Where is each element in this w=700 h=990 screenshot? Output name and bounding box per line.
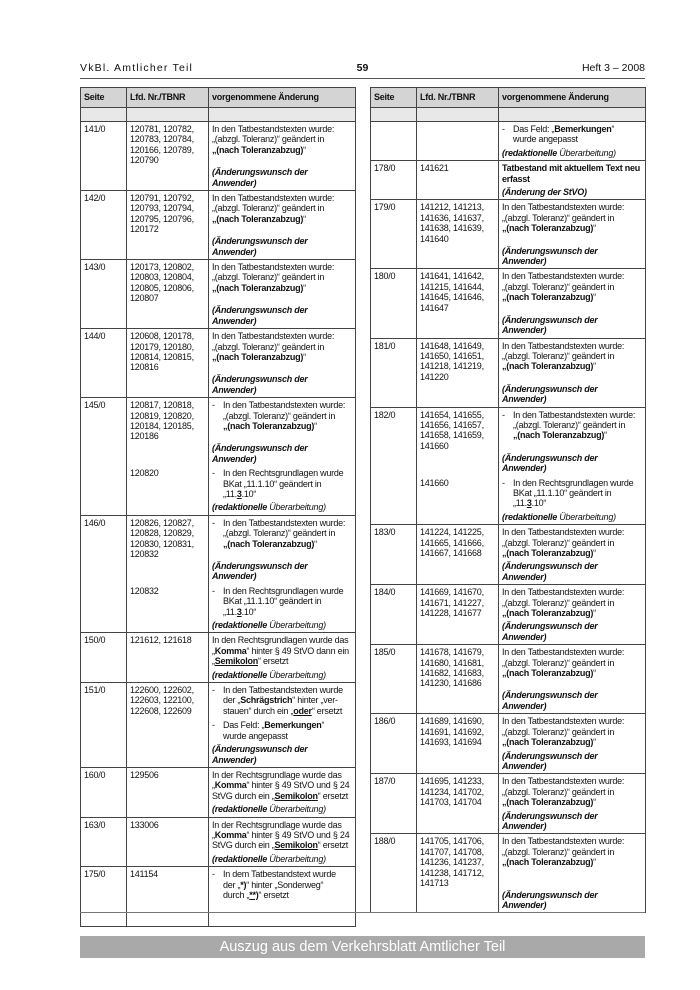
col-header-seite: Seite	[371, 88, 417, 108]
tol-change: In den Tatbestandstexten wurde: „(abzgl. Toleranz)“ geändert in „(nach Toleranzabzug)“	[502, 836, 625, 868]
table-row	[81, 867, 356, 927]
col-header-aenderung: vorgenommene Änderung	[499, 88, 646, 108]
cell-seite: 183/0	[371, 525, 417, 585]
page-number: 59	[356, 62, 369, 74]
cell-seite: 163/0	[81, 817, 127, 867]
reason: (Änderungswunsch der Anwender)	[212, 167, 308, 188]
cell-seite: 144/0	[81, 329, 127, 398]
cell-change	[209, 867, 356, 927]
table-row	[81, 633, 356, 683]
table-row	[81, 191, 356, 260]
cell-change	[209, 683, 356, 768]
cell-nr: 141654, 141655, 141656, 141657, 141658, 141659, 141660	[417, 407, 499, 476]
spacer-row	[81, 108, 356, 122]
reason: (Änderungswunsch der Anwender)	[212, 236, 308, 257]
table-row	[371, 200, 646, 269]
cell-seite-cont	[81, 584, 127, 633]
cell-seite: 178/0	[371, 161, 417, 200]
table-row	[371, 122, 646, 161]
table-row	[371, 269, 646, 338]
cell-nr: 141621	[417, 161, 499, 200]
cell-change	[499, 525, 646, 585]
col-header-nr: Lfd. Nr./TBNR	[417, 88, 499, 108]
cell-seite: 151/0	[81, 683, 127, 768]
col-header-nr: Lfd. Nr./TBNR	[127, 88, 209, 108]
cell-nr: 122600, 122602, 122603, 122100, 122608, 122609	[127, 683, 209, 768]
cell-seite: 141/0	[81, 122, 127, 191]
cell-nr: 141641, 141642, 141215, 141644, 141645, 141646, 141647	[417, 269, 499, 338]
reason: (Änderungswunsch der Anwender)	[502, 383, 598, 405]
reason: (redaktionelle Überarbeitung)	[212, 502, 326, 513]
reason: (Änderungswunsch der Anwender)	[212, 305, 308, 326]
bullet-item: - In den Rechtsgrundlagen wurde BKat „11.1.10“ geändert in „11.3.10“	[502, 477, 634, 509]
table-header-row	[371, 88, 646, 108]
table-row	[81, 683, 356, 768]
cell-change	[209, 817, 356, 867]
journal-name: VkBl. Amtlicher Teil	[80, 62, 194, 74]
reason: (Änderungswunsch der Anwender)	[502, 690, 598, 711]
table-row	[81, 515, 356, 584]
reason: (redaktionelle Überarbeitung)	[502, 147, 616, 158]
reason: (Änderungswunsch der Anwender)	[502, 621, 598, 642]
komma-change: In der Rechtsgrundlage wurde das „Komma“ hinter § 49 StVO und § 24 StVG durch ein „Semikolon“ ersetzt	[212, 769, 350, 801]
table-row	[371, 834, 646, 913]
reason: (Änderungswunsch der Anwender)	[502, 889, 598, 910]
cell-seite: 188/0	[371, 834, 417, 913]
reason: (redaktionelle Überarbeitung)	[502, 511, 616, 522]
cell-change	[499, 338, 646, 407]
komma-change: In der Rechtsgrundlage wurde das „Komma“ hinter § 49 StVO und § 24 StVG durch ein „Semikolon“ ersetzt	[212, 819, 350, 851]
tol-change: In den Tatbestandstexten wurde: „(abzgl. Toleranz)“ geändert in „(nach Toleranzabzug)“	[502, 271, 625, 303]
cell-change	[499, 200, 646, 269]
tol-change: In den Tatbestandstexten wurde: „(abzgl. Toleranz)“ geändert in „(nach Toleranzabzug)“	[502, 716, 625, 748]
reason: (redaktionelle Überarbeitung)	[212, 804, 326, 815]
table-row	[81, 260, 356, 329]
changes-table-left	[80, 87, 356, 927]
bullet-item: - Das Feld: „Bemerkungen“ wurde angepasst	[502, 124, 615, 145]
cell-change	[209, 329, 356, 398]
reason: (Änderungswunsch der Anwender)	[212, 443, 308, 464]
cell-seite: 142/0	[81, 191, 127, 260]
tol-change: In den Tatbestandstexten wurde: „(abzgl. Toleranz)“ geändert in „(nach Toleranzabzug)“	[502, 776, 625, 808]
cell-change	[209, 260, 356, 329]
table-row	[371, 161, 646, 200]
col-header-aenderung: vorgenommene Änderung	[209, 88, 356, 108]
reason: (Änderungswunsch der Anwender)	[212, 744, 308, 765]
cell-nr: 129506	[127, 767, 209, 817]
reason: (redaktionelle Überarbeitung)	[212, 669, 326, 680]
cell-nr: 141154	[127, 867, 209, 927]
cell-nr: 141224, 141225, 141665, 141666, 141667, 141668	[417, 525, 499, 585]
tol-change: In den Tatbestandstexten wurde: „(abzgl. Toleranz)“ geändert in „(nach Toleranzabzug)“	[502, 202, 625, 234]
table-row	[81, 767, 356, 817]
changes-table-right	[370, 87, 646, 913]
cell-seite: 180/0	[371, 269, 417, 338]
reason: (Änderungswunsch der Anwender)	[502, 314, 598, 336]
cell-change	[499, 122, 646, 161]
cell-nr: 133006	[127, 817, 209, 867]
cell-seite: 181/0	[371, 338, 417, 407]
reason: (Änderungswunsch der Anwender)	[502, 810, 598, 831]
bullet-item: - In den Tatbestandstexten wurde: „(abzgl. Toleranz)“ geändert in „(nach Toleranzabzug)“	[212, 517, 346, 549]
table-row	[371, 645, 646, 714]
cell-nr: 141660	[417, 476, 499, 525]
cell-nr: 141695, 141233, 141234, 141702, 141703, 141704	[417, 774, 499, 834]
cell-nr: 141648, 141649, 141650, 141651, 141218, 141219, 141220	[417, 338, 499, 407]
bullet-item: - In dem Tatbestandstext wurde der „*)“ hinter „Sonderweg“ durch „**)“ ersetzt	[212, 869, 336, 900]
cell-change	[499, 834, 646, 913]
reason: (redaktionelle Überarbeitung)	[212, 853, 326, 864]
cell-seite: 184/0	[371, 585, 417, 645]
tol-change: In den Tatbestandstexten wurde: „(abzgl. Toleranz)“ geändert in „(nach Toleranzabzug)“	[502, 647, 625, 679]
cell-nr: 141669, 141670, 141671, 141227, 141228, 141677	[417, 585, 499, 645]
table-row	[371, 338, 646, 407]
komma-change: In den Rechtsgrundlagen wurde das „Komma“ hinter § 49 StVO dann ein „Semikolon“ ersetzt	[212, 635, 349, 667]
cell-nr: 120817, 120818, 120819, 120820, 120184, 120185, 120186	[127, 398, 209, 467]
cell-nr: 120791, 120792, 120793, 120794, 120795, 120796, 120172	[127, 191, 209, 260]
reason: (Änderung der StVO)	[502, 187, 587, 198]
cell-seite: 160/0	[81, 767, 127, 817]
cell-change	[209, 633, 356, 683]
table-row	[371, 476, 646, 525]
tol-change: In den Tatbestandstexten wurde: „(abzgl. Toleranz)“ geändert in „(nach Toleranzabzug)“	[212, 193, 335, 224]
cell-change	[209, 122, 356, 191]
bullet-item: - In den Rechtsgrundlagen wurde BKat „11.1.10“ geändert in „11.3.10“	[212, 585, 344, 617]
cell-seite: 175/0	[81, 867, 127, 927]
table-row	[81, 817, 356, 867]
spacer-row	[371, 108, 646, 122]
cell-nr: 120608, 120178, 120179, 120180, 120814, 120815, 120816	[127, 329, 209, 398]
tol-change: In den Tatbestandstexten wurde: „(abzgl. Toleranz)“ geändert in „(nach Toleranzabzug)“	[502, 587, 625, 619]
cell-nr: 120173, 120802, 120803, 120804, 120805, 120806, 120807	[127, 260, 209, 329]
cell-nr: 121612, 121618	[127, 633, 209, 683]
bullet-item: - In den Tatbestandstexten wurde: „(abzgl. Toleranz)“ geändert in „(nach Toleranzabzug)“	[212, 400, 346, 431]
cell-seite: 186/0	[371, 714, 417, 774]
table-row	[81, 584, 356, 633]
new-entry-title: Tatbestand mit aktuellem Text neu erfasst	[502, 163, 640, 184]
cell-nr: 120832	[127, 584, 209, 633]
bottom-rule	[80, 912, 645, 913]
table-row	[371, 407, 646, 476]
cell-change	[209, 515, 356, 584]
cell-seite: 143/0	[81, 260, 127, 329]
cell-seite-cont	[371, 122, 417, 161]
cell-nr: 120781, 120782, 120783, 120784, 120166, 120789, 120790	[127, 122, 209, 191]
reason: (redaktionelle Überarbeitung)	[212, 620, 326, 631]
cell-seite: 150/0	[81, 633, 127, 683]
cell-change	[209, 466, 356, 515]
cell-seite: 146/0	[81, 515, 127, 584]
cell-seite: 179/0	[371, 200, 417, 269]
cell-seite-cont	[371, 476, 417, 525]
table-row	[371, 714, 646, 774]
table-row	[371, 525, 646, 585]
table-row	[371, 585, 646, 645]
cell-change	[499, 269, 646, 338]
reason: (Änderungswunsch der Anwender)	[502, 452, 598, 474]
bullet-item: - In den Tatbestandstexten wurde der „Schrägstrich“ hinter „ver- stauen“ durch ein „oder“ ersetzt	[212, 685, 343, 716]
cell-nr-cont	[417, 122, 499, 161]
cell-nr: 141678, 141679, 141680, 141681, 141682, 141683, 141230, 141686	[417, 645, 499, 714]
cell-change	[499, 407, 646, 476]
cell-seite-cont	[81, 466, 127, 515]
cell-nr: 120826, 120827, 120828, 120829, 120830, 120831, 120832	[127, 515, 209, 584]
footer-banner: Auszug aus dem Verkehrsblatt Amtlicher Teil	[80, 936, 645, 958]
tol-change: In den Tatbestandstexten wurde: „(abzgl. Toleranz)“ geändert in „(nach Toleranzabzug)“	[212, 262, 335, 293]
cell-change	[209, 398, 356, 467]
reason: (Änderungswunsch der Anwender)	[502, 750, 598, 771]
tol-change: In den Tatbestandstexten wurde: „(abzgl. Toleranz)“ geändert in „(nach Toleranzabzug)“	[502, 340, 625, 372]
table-row	[81, 466, 356, 515]
bullet-item: - In den Rechtsgrundlagen wurde BKat „11.1.10“ geändert in „11.3.10“	[212, 468, 344, 499]
cell-seite: 185/0	[371, 645, 417, 714]
cell-nr: 141689, 141690, 141691, 141692, 141693, 141694	[417, 714, 499, 774]
tol-change: In den Tatbestandstexten wurde: „(abzgl. Toleranz)“ geändert in „(nach Toleranzabzug)“	[212, 124, 335, 155]
page-header	[80, 62, 645, 76]
cell-nr: 141212, 141213, 141636, 141637, 141638, 141639, 141640	[417, 200, 499, 269]
cell-change	[209, 191, 356, 260]
cell-seite: 182/0	[371, 407, 417, 476]
cell-change	[209, 767, 356, 817]
bullet-item: - In den Tatbestandstexten wurde: „(abzgl. Toleranz)“ geändert in „(nach Toleranzabzug)“	[502, 409, 636, 441]
reason: (Änderungswunsch der Anwender)	[212, 561, 308, 582]
cell-seite: 187/0	[371, 774, 417, 834]
cell-nr: 120820	[127, 466, 209, 515]
tol-change: In den Tatbestandstexten wurde: „(abzgl. Toleranz)“ geändert in „(nach Toleranzabzug)“	[212, 331, 335, 362]
cell-change	[499, 645, 646, 714]
reason: (Änderungswunsch der Anwender)	[212, 374, 308, 395]
cell-change	[499, 774, 646, 834]
cell-change	[499, 476, 646, 525]
issue-label: Heft 3 – 2008	[581, 62, 645, 74]
tol-change: In den Tatbestandstexten wurde: „(abzgl. Toleranz)“ geändert in „(nach Toleranzabzug)“	[502, 527, 625, 558]
table-row	[81, 329, 356, 398]
col-header-seite: Seite	[81, 88, 127, 108]
cell-change	[499, 161, 646, 200]
reason: (Änderungswunsch der Anwender)	[502, 245, 598, 267]
reason: (Änderungswunsch der Anwender)	[502, 561, 598, 582]
table-header-row	[81, 88, 356, 108]
table-row	[81, 122, 356, 191]
cell-nr: 141705, 141706, 141707, 141708, 141236, 141237, 141238, 141712, 141713	[417, 834, 499, 913]
cell-seite: 145/0	[81, 398, 127, 467]
cell-change	[499, 585, 646, 645]
bullet-item: - Das Feld: „Bemerkungen“ wurde angepasst	[212, 720, 325, 741]
cell-change	[499, 714, 646, 774]
table-row	[371, 774, 646, 834]
table-row	[81, 398, 356, 467]
header-rule	[80, 78, 645, 79]
cell-change	[209, 584, 356, 633]
